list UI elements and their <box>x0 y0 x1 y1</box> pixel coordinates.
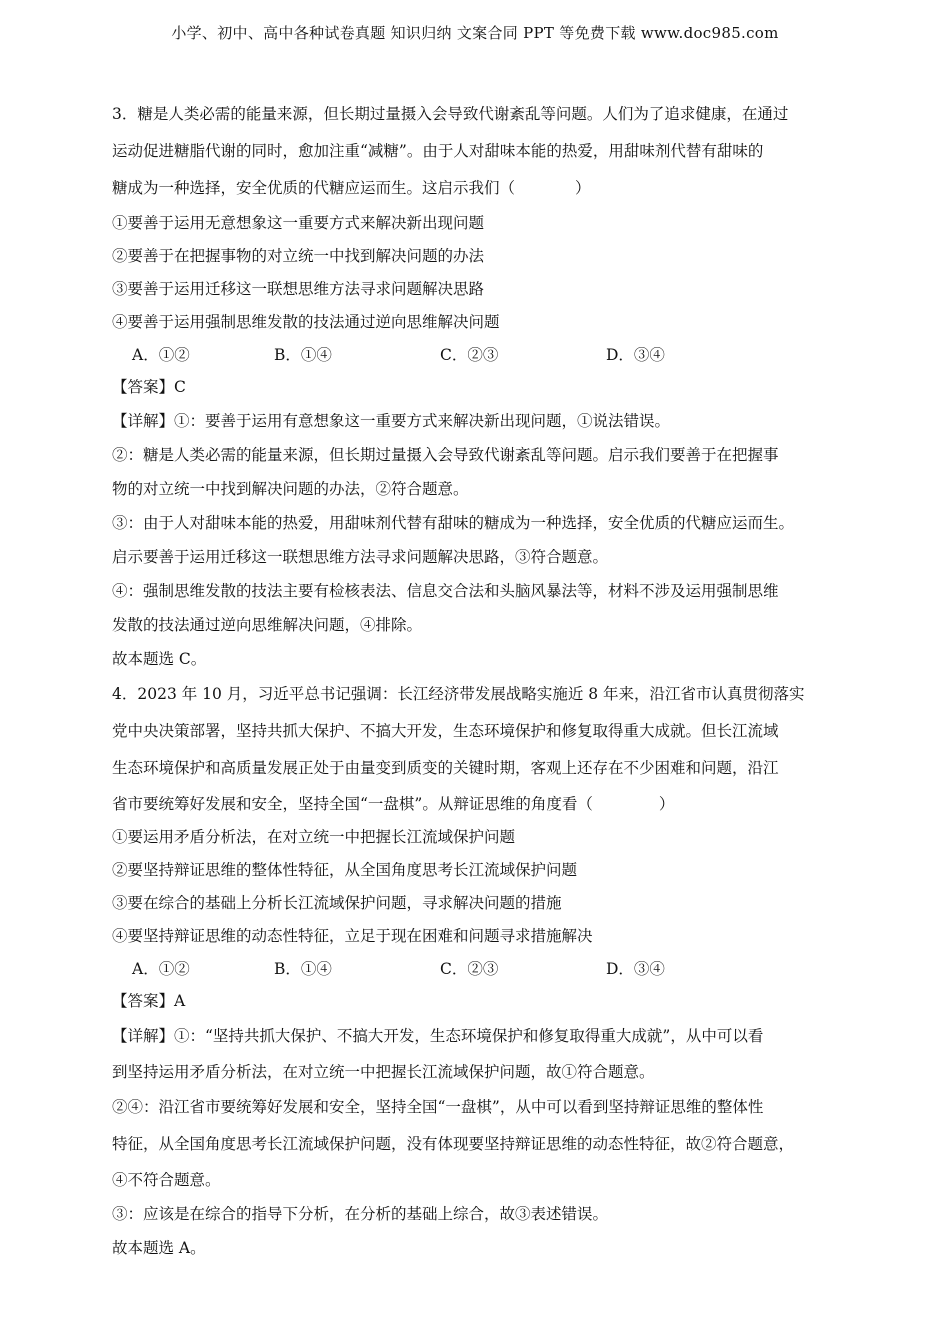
q4-choice-d: D．③④ <box>606 960 665 978</box>
q4-detail-3: ②④：沿江省市要统筹好发展和安全，坚持全国“一盘棋”，从中可以看到坚持辩证思维的整体性 <box>112 1098 764 1116</box>
q3-stem-close: ） <box>575 179 591 197</box>
q4-stem-close: ） <box>658 795 675 813</box>
q4-choices <box>112 953 840 985</box>
q3-detail-7: 发散的技法通过逆向思维解决问题，④排除。 <box>112 616 423 634</box>
q3-choice-d: D．③④ <box>606 346 665 364</box>
q4-item-4: ④要坚持辩证思维的动态性特征，立足于现在困难和问题寻求措施解决 <box>112 927 593 945</box>
q4-item-1: ①要运用矛盾分析法，在对立统一中把握长江流域保护问题 <box>112 828 516 846</box>
q3-stem-text: 糖成为一种选择，安全优质的代糖应运而生。这启示我们（ <box>112 179 516 197</box>
question-3 <box>112 96 840 676</box>
q4-choice-c: C．②③ <box>440 960 499 978</box>
q3-stem-line-3 <box>112 170 840 207</box>
q4-stem-line-2: 党中央决策部署，坚持共抓大保护、不搞大开发，生态环境保护和修复取得重大成就。但长江流域 <box>112 722 779 740</box>
q3-answer: 【答案】C <box>112 378 186 396</box>
q4-detail-4: 特征，从全国角度思考长江流域保护问题，没有体现要坚持辩证思维的动态性特征，故②符合题意， <box>112 1135 795 1153</box>
q4-item-2: ②要坚持辩证思维的整体性特征，从全国角度思考长江流域保护问题 <box>112 861 578 879</box>
q4-stem-line-4 <box>112 787 840 821</box>
q3-conclusion: 故本题选 C。 <box>112 650 207 668</box>
q3-detail-2: ②：糖是人类必需的能量来源，但长期过量摄入会导致代谢紊乱等问题。启示我们要善于在把握事 <box>112 446 779 464</box>
q3-detail-3: 物的对立统一中找到解决问题的办法，②符合题意。 <box>112 480 469 498</box>
q3-stem-line-1: 3．糖是人类必需的能量来源，但长期过量摄入会导致代谢紊乱等问题。人们为了追求健康，在通过 <box>112 105 789 123</box>
q4-detail-5: ④不符合题意。 <box>112 1171 221 1189</box>
q3-stem-line-2: 运动促进糖脂代谢的同时，愈加注重“减糖”。由于人对甜味本能的热爱，用甜味剂代替有甜味的 <box>112 142 764 160</box>
q4-detail-6: ③：应该是在综合的指导下分析，在分析的基础上综合，故③表述错误。 <box>112 1205 609 1223</box>
q4-conclusion: 故本题选 A。 <box>112 1239 206 1257</box>
question-4 <box>112 676 840 1265</box>
q4-item-3: ③要在综合的基础上分析长江流域保护问题，寻求解决问题的措施 <box>112 894 562 912</box>
q3-choices <box>112 339 840 371</box>
q3-item-4: ④要善于运用强制思维发散的技法通过逆向思维解决问题 <box>112 313 500 331</box>
q4-choice-b: B．①④ <box>274 960 332 978</box>
q4-stem-line-3: 生态环境保护和高质量发展正处于由量变到质变的关键时期，客观上还存在不少困难和问题，沿江 <box>112 759 779 777</box>
q3-detail-4: ③：由于人对甜味本能的热爱，用甜味剂代替有甜味的糖成为一种选择，安全优质的代糖应运而生。 <box>112 514 795 532</box>
q4-detail-2: 到坚持运用矛盾分析法，在对立统一中把握长江流域保护问题，故①符合题意。 <box>112 1063 655 1081</box>
q3-item-1: ①要善于运用无意想象这一重要方式来解决新出现问题 <box>112 214 485 232</box>
q3-item-2: ②要善于在把握事物的对立统一中找到解决问题的办法 <box>112 247 485 265</box>
q4-choice-a: A．①② <box>132 960 190 978</box>
q3-choice-a: A．①② <box>132 346 190 364</box>
q4-stem-text: 省市要统筹好发展和安全，坚持全国“一盘棋”。从辩证思维的角度看（ <box>112 795 593 813</box>
q3-detail-6: ④：强制思维发散的技法主要有检核表法、信息交合法和头脑风暴法等，材料不涉及运用强制思维 <box>112 582 779 600</box>
q4-stem-line-1: 4．2023 年 10 月，习近平总书记强调：长江经济带发展战略实施近 8 年来，沿江省市认真贯彻落实 <box>112 685 805 703</box>
q4-detail-1: 【详解】①：“坚持共抓大保护、不搞大开发，生态环境保护和修复取得重大成就”，从中可以看 <box>112 1027 764 1045</box>
document-body <box>112 96 840 1265</box>
q3-detail-1: 【详解】①：要善于运用有意想象这一重要方式来解决新出现问题，①说法错误。 <box>112 412 671 430</box>
page-header: 小学、初中、高中各种试卷真题 知识归纳 文案合同 PPT 等免费下载 www.doc985.com <box>171 24 779 42</box>
q4-answer: 【答案】A <box>112 992 186 1010</box>
q3-item-3: ③要善于运用迁移这一联想思维方法寻求问题解决思路 <box>112 280 485 298</box>
q3-choice-b: B．①④ <box>274 346 332 364</box>
q3-choice-c: C．②③ <box>440 346 499 364</box>
q3-detail-5: 启示要善于运用迁移这一联想思维方法寻求问题解决思路，③符合题意。 <box>112 548 609 566</box>
